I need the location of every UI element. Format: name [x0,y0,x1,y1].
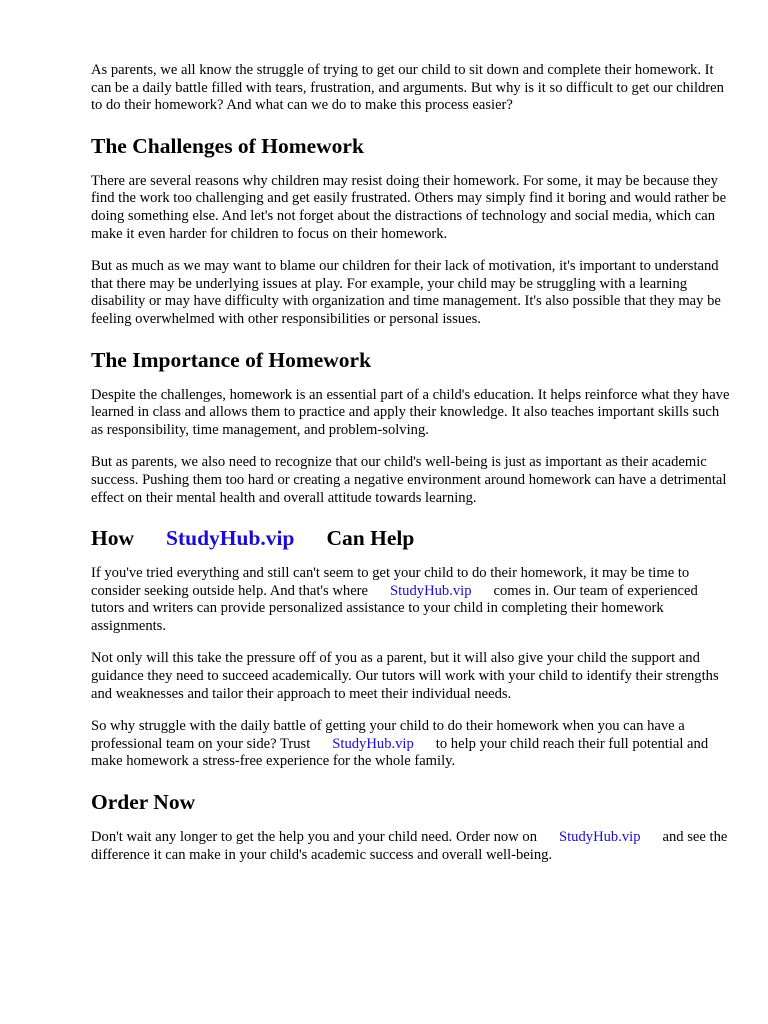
heading-how-can-help [91,525,731,551]
help-paragraph-3: So why struggle with the daily battle of getting your child to do their homework when you can have a professional team on your side? Trust StudyHub.vip to help your child reach their full potential and make homework a stress-free experience for the whole family. [91,718,709,770]
studyhub-link-2[interactable]: StudyHub.vip [332,735,414,752]
importance-paragraph-2: But as parents, we also need to recognize that our child's well-being is just as important as their academic success. Pushing them too hard or creating a negative environment around homework can have a detrimental effect on their mental health and overall attitude towards learning. [91,454,727,506]
studyhub-link-1[interactable]: StudyHub.vip [390,582,472,599]
help-paragraph-2: Not only will this take the pressure off of you as a parent, but it will also give your child the support and guidance they need to succeed academically. Our tutors will work with your child to identify their strengths and weaknesses and tailor their approach to meet their individual needs. [91,650,719,702]
challenges-paragraph-1: There are several reasons why children may resist doing their homework. For some, it may be because they find the work too challenging and get easily frustrated. Others may simply find it boring and would rather be doing something else. And let's not forget about the distractions of technology and social media, which can make it even harder for children to focus on their homework. [91,172,727,242]
heading-importance: The Importance of Homework [91,347,372,372]
heading-studyhub-link[interactable]: StudyHub.vip [166,526,295,551]
document-page [91,62,731,864]
challenges-paragraph-2: But as much as we may want to blame our children for their lack of motivation, it's important to understand that there may be underlying issues at play. For example, your child may be struggling with a learning disability or may have difficulty with organization and time management. It's also possible that they may be feeling overwhelmed with other responsibilities or personal issues. [91,258,721,327]
heading-challenges: The Challenges of Homework [91,133,364,158]
heading-how: How [91,526,134,551]
order-paragraph: Don't wait any longer to get the help you and your child need. Order now on StudyHub.vip and see the difference it can make in your child's academic success and overall well-being. [91,829,728,863]
studyhub-link-3[interactable]: StudyHub.vip [559,829,641,846]
importance-paragraph-1: Despite the challenges, homework is an essential part of a child's education. It helps reinforce what they have learned in class and allows them to practice and apply their knowledge. It also teaches important skills such as responsibility, time management, and problem-solving. [91,386,730,438]
help-paragraph-1: If you've tried everything and still can't seem to get your child to do their homework, it may be time to consider seeking outside help. And that's where StudyHub.vip comes in. Our team of experienced tutors and writers can provide personalized assistance to your child in completing their homework assignments. [91,565,698,634]
heading-order-now: Order Now [91,790,196,815]
intro-paragraph: As parents, we all know the struggle of trying to get our child to sit down and complete their homework. It can be a daily battle filled with tears, frustration, and arguments. But why is it so difficult to get our children to do their homework? And what can we do to make this process easier? [91,62,724,114]
heading-can-help: Can Help [326,526,415,551]
